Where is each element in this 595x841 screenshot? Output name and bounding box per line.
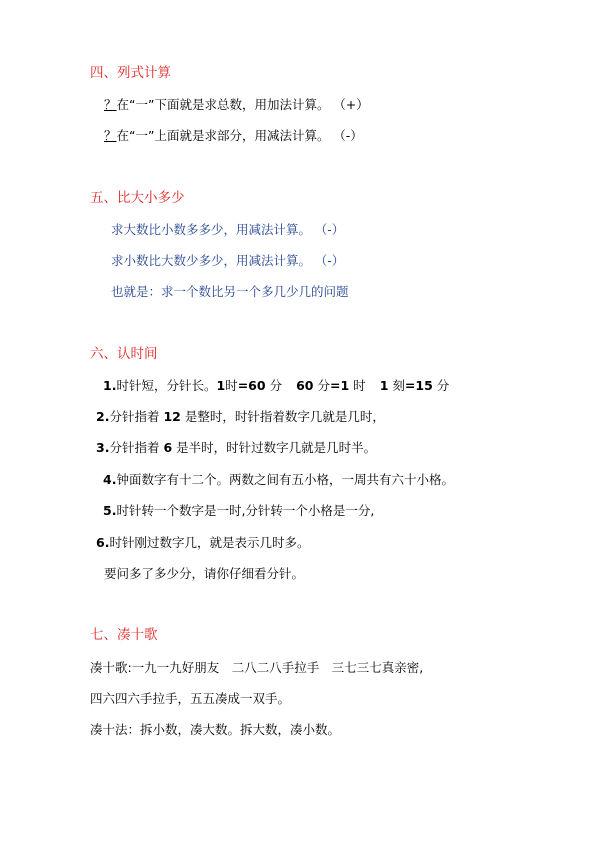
item-number-value: 1 xyxy=(379,378,389,393)
s5-line-2-text: 求小数比大数少多少，用减法计算。 xyxy=(111,253,312,268)
s5-line-1 xyxy=(111,222,344,238)
s7-line-3: 凑十法：拆小数，凑大数。拆大数，凑小数。 xyxy=(90,722,341,737)
item-text: 时 xyxy=(225,378,238,393)
s5-line-2 xyxy=(111,253,344,269)
item-text: 分 xyxy=(269,378,283,393)
item-text: 是半时，时针过数字几就是几时半。 xyxy=(172,440,377,455)
s6-line-7: 要问多了多少分，请你仔细看分针。 xyxy=(104,566,305,581)
item-number: 6. xyxy=(96,535,110,550)
item-text: 时针转一个数字是一时,分针转一个小格是一分, xyxy=(116,503,375,518)
item-text: 时针刚过数字几，就是表示几时多。 xyxy=(109,535,310,550)
item-text: 钟面数字有十二个。两数之间有五小格，一周共有六十小格。 xyxy=(116,472,454,487)
item-number-value: 1 xyxy=(216,378,226,393)
item-text: 分针指着 xyxy=(109,440,164,455)
s7-line-1 xyxy=(90,660,423,676)
s7-line-2: 四六四六手拉手，五五凑成一双手。 xyxy=(90,691,291,706)
s7-line-1-text: :一九一九好朋友 二八二八手拉手 三七三七真亲密, xyxy=(127,660,424,675)
item-text: 刻 xyxy=(392,378,405,393)
question-mark: ？ xyxy=(104,128,117,143)
item-number: 2. xyxy=(96,409,110,424)
item-text: 分 xyxy=(317,378,330,393)
item-text: 分 xyxy=(436,378,450,393)
s4-line-2-op: （-） xyxy=(339,128,363,143)
item-text: 分针指着 xyxy=(109,409,164,424)
s4-line-2-text: 在“一”上面就是求部分，用减法计算。 xyxy=(116,128,330,143)
item-number: 4. xyxy=(103,472,117,487)
s5-line-1-text: 求大数比小数多多少，用减法计算。 xyxy=(111,222,312,237)
s6-item-3 xyxy=(96,440,376,456)
item-number-value: 12 xyxy=(163,409,181,424)
item-number-value: =60 xyxy=(237,378,266,393)
s4-line-2 xyxy=(104,128,363,144)
item-number-value: 6 xyxy=(163,440,173,455)
s4-line-1-text: 在“一”下面就是求总数，用加法计算。 xyxy=(116,97,330,112)
item-number: 3. xyxy=(96,440,110,455)
item-number-value: =15 xyxy=(404,378,433,393)
item-number: 1. xyxy=(103,378,117,393)
question-mark: ？ xyxy=(104,97,117,112)
s5-line-1-op: （-） xyxy=(321,222,345,237)
s5-line-2-op: （-） xyxy=(321,253,345,268)
s7-line-1-label: 凑十歌 xyxy=(90,660,128,675)
s5-line-3: 也就是：求一个数比另一个多几少几的问题 xyxy=(111,284,349,299)
section-5-heading: 五、比大小多少 xyxy=(90,190,185,206)
s6-item-6 xyxy=(96,535,309,551)
s4-line-1-op: （+） xyxy=(339,97,369,112)
s6-item-5 xyxy=(103,503,374,519)
item-number: 5. xyxy=(103,503,117,518)
section-7-heading: 七、凑十歌 xyxy=(90,627,158,643)
item-number-value: 60 xyxy=(296,378,314,393)
item-text: 时针短，分针长。 xyxy=(116,378,217,393)
s6-item-2 xyxy=(96,409,385,425)
section-4-heading: 四、列式计算 xyxy=(90,65,171,81)
item-text: 是整时，时针指着数字几就是几时， xyxy=(180,409,385,424)
s6-item-4 xyxy=(103,472,454,488)
item-text: 时 xyxy=(353,378,366,393)
item-number-value: =1 xyxy=(330,378,350,393)
s4-line-1 xyxy=(104,97,369,113)
s6-item-1 xyxy=(103,378,449,394)
section-6-heading: 六、认时间 xyxy=(90,346,158,362)
